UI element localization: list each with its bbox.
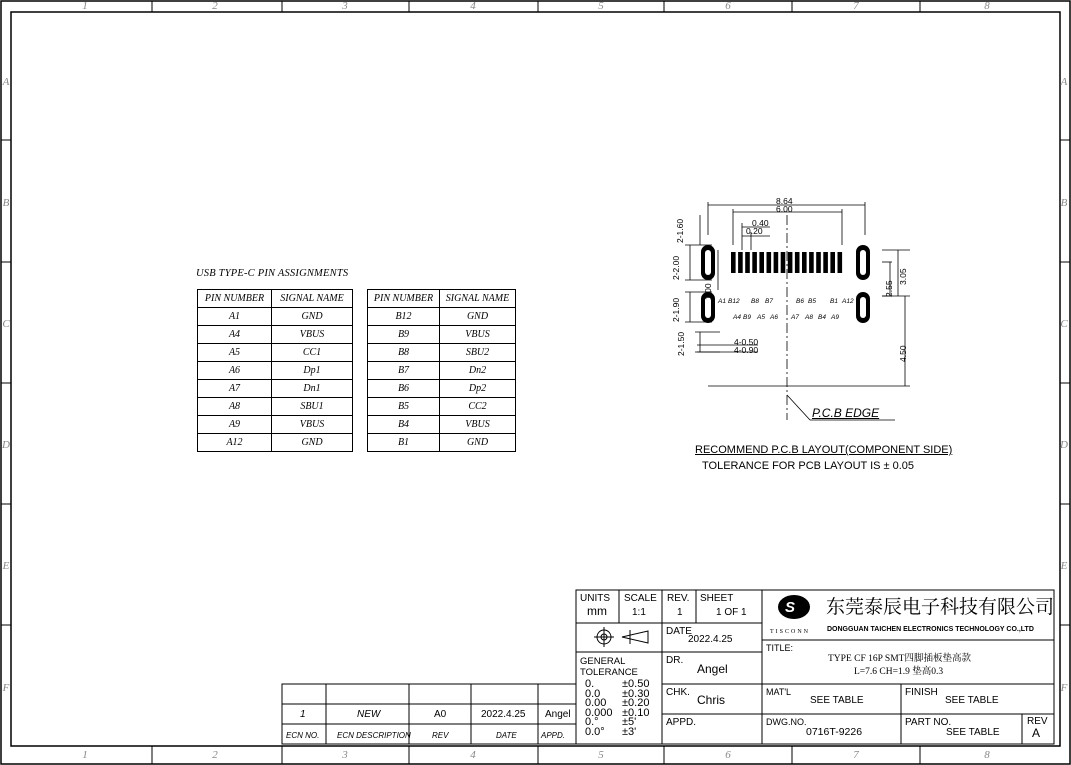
sheet-label: SHEET	[700, 593, 734, 604]
dim-1-00: 1.00	[703, 283, 713, 300]
tolerance-value: ±0.50	[622, 678, 650, 690]
pin-number: A7	[198, 380, 272, 398]
appd-label: APPD.	[666, 717, 697, 728]
zone-row-b: B	[2, 197, 10, 209]
tolerance-precision: 0.000	[585, 706, 613, 719]
tolerance-precision: 0.°	[585, 716, 599, 728]
dim-2-1-60: 2-1.60	[675, 218, 685, 243]
zone-col-5: 5	[598, 0, 604, 12]
pin-number: A6	[198, 362, 272, 380]
dim-4-0-50: 4-0.50	[734, 337, 759, 347]
ecn-description-value: NEW	[357, 709, 381, 720]
zone-row-f-right: F	[1060, 682, 1068, 694]
dwg-no-label: DWG.NO.	[766, 717, 807, 727]
finish-label: FINISH	[905, 687, 938, 698]
dim-0-40: 0.40	[752, 218, 769, 228]
appd-value: Angel	[545, 709, 571, 720]
rev-header: REV	[432, 731, 449, 740]
pin-number: A9	[198, 416, 272, 434]
title-line-2: L=7.6 CH=1.9 垫高0.3	[854, 667, 944, 677]
scale-value: 1:1	[632, 607, 646, 618]
signal-name: Dp2	[440, 380, 516, 398]
dim-0-20: 0.20	[746, 226, 763, 236]
pad-label-top: B1	[830, 298, 838, 305]
sheet-value: 1 OF 1	[716, 607, 747, 618]
rev-label: REV.	[667, 593, 690, 604]
zone-row-a: A	[2, 76, 10, 88]
pad-label-top: B7	[765, 298, 773, 305]
pad-label-bottom: A5	[757, 314, 765, 321]
pin-number: B7	[368, 362, 440, 380]
pad-label-bottom: B4	[818, 314, 826, 321]
rev-label-2: REV	[1027, 716, 1048, 727]
dim-3-05: 3.05	[898, 268, 908, 285]
tolerance-precision: 0.0	[585, 687, 601, 700]
company-name-en: DONGGUAN TAICHEN ELECTRONICS TECHNOLOGY CO.,LTD	[827, 626, 1034, 633]
zone-row-b-right: B	[1060, 197, 1068, 209]
zone-row-e-right: E	[1060, 560, 1068, 572]
signal-name: VBUS	[272, 416, 353, 434]
signal-name: Dn2	[440, 362, 516, 380]
dim-2-1-90: 2-1.90	[671, 297, 681, 322]
recommend-layout-note: RECOMMEND P.C.B LAYOUT(COMPONENT SIDE)	[695, 444, 953, 456]
pcb-tolerance-note: TOLERANCE FOR PCB LAYOUT IS ± 0.05	[702, 460, 915, 472]
rev-value: A0	[434, 709, 447, 720]
tolerance-precision: 0.00	[585, 697, 607, 709]
pad-label-top: B5	[808, 298, 816, 305]
pad-label-top: B6	[796, 298, 804, 305]
pin-number-header: PIN NUMBER	[368, 290, 440, 308]
signal-name: GND	[272, 308, 353, 326]
rev-number: 1	[677, 607, 683, 618]
signal-name: SBU2	[440, 344, 516, 362]
part-no-value: SEE TABLE	[946, 727, 1000, 738]
signal-name: Dp1	[272, 362, 353, 380]
pad-label-bottom: A4	[733, 314, 741, 321]
zone-col-8-bottom: 8	[984, 749, 990, 761]
pin-number: A8	[198, 398, 272, 416]
rev-value-2: A	[1032, 726, 1041, 740]
pad-label-bottom: A6	[770, 314, 778, 321]
units-label: UNITS	[580, 593, 610, 604]
zone-col-6: 6	[725, 0, 731, 12]
zone-col-7: 7	[853, 0, 859, 12]
dr-label: DR.	[666, 655, 684, 666]
zone-col-4: 4	[470, 0, 476, 12]
pad-label-bottom: B9	[743, 314, 751, 321]
tolerance-precision: 0.0°	[585, 725, 605, 738]
signal-name: GND	[272, 434, 353, 452]
dim-2-2-00: 2-2.00	[671, 255, 681, 280]
zone-col-1-bottom: 1	[82, 749, 88, 761]
pin-number: A4	[198, 326, 272, 344]
zone-col-8: 8	[984, 0, 990, 12]
ecn-no-value: 1	[300, 709, 306, 720]
chk-label: CHK.	[666, 687, 690, 698]
ecn-description-header: ECN DESCRIPTION	[337, 731, 411, 740]
part-no-label: PART NO.	[905, 717, 952, 728]
zone-col-3-bottom: 3	[342, 749, 348, 761]
pin-number: A5	[198, 344, 272, 362]
tolerance-precision: 0.	[585, 678, 595, 690]
dim-8-64: 8.64	[776, 196, 793, 206]
signal-name: SBU1	[272, 398, 353, 416]
pad-label-top: A12	[842, 298, 854, 305]
pin-number: A12	[198, 434, 272, 452]
dim-2-55: 2.55	[884, 280, 894, 297]
matl-label: MAT'L	[766, 687, 792, 697]
tolerance-value: ±0.30	[622, 687, 650, 700]
signal-name-header: SIGNAL NAME	[440, 290, 516, 308]
zone-row-a-right: A	[1060, 76, 1068, 88]
pin-number: B6	[368, 380, 440, 398]
signal-name: VBUS	[440, 416, 516, 434]
zone-col-3: 3	[342, 0, 348, 12]
zone-row-f: F	[2, 682, 10, 694]
dr-value: Angel	[697, 662, 728, 676]
dim-4-50: 4.50	[898, 345, 908, 362]
pad-label-bottom: A8	[805, 314, 813, 321]
pad-label-top: B12	[728, 298, 740, 305]
date-label: DATE	[666, 626, 692, 637]
pin-number: B12	[368, 308, 440, 326]
company-name-cn: 东莞泰辰电子科技有限公司	[826, 597, 1055, 618]
title-line-1: TYPE CF 16P SMT四脚插板垫高款	[828, 654, 971, 664]
pad-label-bottom: A9	[831, 314, 839, 321]
pad-label-top: A1	[718, 298, 726, 305]
tolerance-value: ±3'	[622, 725, 637, 738]
zone-col-4-bottom: 4	[470, 749, 476, 761]
appd-header: APPD.	[541, 731, 566, 740]
pin-number: B8	[368, 344, 440, 362]
svg-text:S: S	[785, 599, 796, 616]
dim-2-1-50: 2-1.50	[676, 331, 686, 356]
ecn-no-header: ECN NO.	[286, 731, 320, 740]
zone-row-d-right: D	[1060, 439, 1068, 451]
pad-label-top: B8	[751, 298, 759, 305]
general-tolerance-label: GENERAL TOLERANCE	[580, 656, 638, 678]
tiscon-logo	[778, 595, 810, 619]
finish-value: SEE TABLE	[945, 695, 999, 706]
pin-number: A1	[198, 308, 272, 326]
signal-name: GND	[440, 434, 516, 452]
dim-4-0-90: 4-0.90	[734, 345, 759, 355]
matl-value: SEE TABLE	[810, 695, 864, 706]
tolerance-value: ±0.20	[622, 697, 650, 709]
pin-number: B5	[368, 398, 440, 416]
zone-col-5-bottom: 5	[598, 749, 604, 761]
signal-name: Dn1	[272, 380, 353, 398]
signal-name: CC1	[272, 344, 353, 362]
dwg-no-value: 0716T-9226	[806, 726, 863, 738]
units-value: mm	[587, 604, 607, 618]
zone-col-2: 2	[212, 0, 218, 12]
pin-number: B9	[368, 326, 440, 344]
tolerance-value: ±0.10	[622, 706, 650, 719]
pin-number: B1	[368, 434, 440, 452]
dim-6-00: 6.00	[776, 204, 793, 214]
date-value: 2022.4.25	[481, 709, 526, 720]
zone-row-c-right: C	[1060, 318, 1068, 330]
signal-name: VBUS	[272, 326, 353, 344]
zone-row-e: E	[2, 560, 10, 572]
logo-text: TISCONN	[770, 629, 811, 635]
date-header: DATE	[496, 731, 517, 740]
zone-col-1: 1	[82, 0, 88, 12]
pad-label-bottom: A7	[791, 314, 799, 321]
signal-name: CC2	[440, 398, 516, 416]
pin-number: B4	[368, 416, 440, 434]
chk-value: Chris	[697, 693, 726, 707]
pcb-edge-label: P.C.B EDGE	[812, 406, 880, 420]
zone-row-d: D	[2, 439, 10, 451]
pin-number-header: PIN NUMBER	[198, 290, 272, 308]
signal-name: VBUS	[440, 326, 516, 344]
date-value-title: 2022.4.25	[688, 634, 733, 645]
signal-name: GND	[440, 308, 516, 326]
zone-row-c: C	[2, 318, 10, 330]
title-label: TITLE:	[766, 643, 794, 653]
scale-label: SCALE	[624, 593, 657, 604]
pin-table-title: USB TYPE-C PIN ASSIGNMENTS	[196, 268, 349, 279]
zone-col-6-bottom: 6	[725, 749, 731, 761]
zone-col-2-bottom: 2	[212, 749, 218, 761]
signal-name-header: SIGNAL NAME	[272, 290, 353, 308]
zone-col-7-bottom: 7	[853, 749, 859, 761]
tolerance-value: ±5'	[622, 716, 637, 728]
